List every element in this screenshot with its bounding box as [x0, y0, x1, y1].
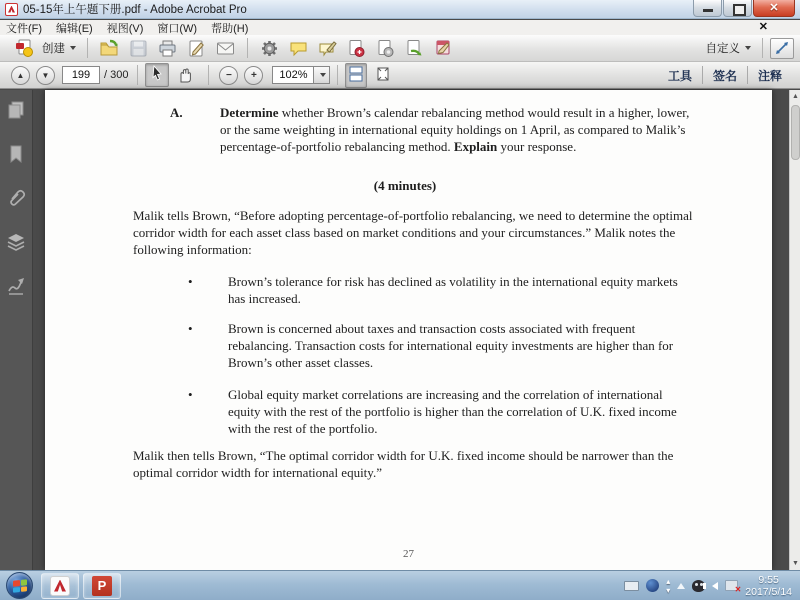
- sticky-note-icon[interactable]: [318, 39, 337, 58]
- vertical-scrollbar[interactable]: [789, 90, 800, 570]
- gear-icon[interactable]: [260, 39, 279, 58]
- taskbar: [0, 570, 800, 600]
- expand-toolbar-icon: [775, 41, 789, 55]
- fit-width-icon: [348, 66, 364, 82]
- comment-panel-button[interactable]: 注释: [757, 68, 782, 83]
- email-icon[interactable]: [216, 39, 235, 58]
- question-keyword: Explain: [453, 139, 498, 154]
- customize-button[interactable]: 自定义: [699, 38, 756, 58]
- menu-bar: [0, 20, 800, 35]
- bullet-icon: •: [188, 387, 193, 402]
- emule-icon[interactable]: [646, 579, 659, 592]
- question-text: Determine whether Brown’s calendar rebalancing method would result in a higher, lower, or the same weighting in international equity holdings on 1 April, as compared to Malik’s percentage-of-portfolio rebalancing method. Explain your response.: [220, 105, 690, 154]
- tools-panel-button[interactable]: 工具: [667, 68, 692, 83]
- taskbar-acrobat-button[interactable]: [41, 573, 79, 599]
- create-pdf-button[interactable]: [6, 37, 80, 60]
- arrow-down-icon: ▼: [41, 70, 50, 80]
- create-label: 创建: [42, 43, 65, 55]
- pdf-page: A. Determine whether Brown’s calendar rebalancing method would result in a higher, lower, or the same weighting in international equity holdings on 1 April, as compared to Malik’s percentage-of-portfolio rebalancing method. Explain your response. (4 minutes) Malik tells Brown, “Before adopting percentage-of-portfolio rebalancing, we need to determine the optimal corridor width for each asset class based on market conditions and your circumstances.” Malik notes the following information: • Brown’s tolerance for risk has declined as volatility in the international equity markets has increased. • Brown is concerned about taxes and transaction costs associated with frequent rebalancing. Transaction costs for international equity investments are higher than for Brown’s other asset classes. • Global equity market correlations are increasing and the correlation of international equity with the rest of the portfolio is higher than the correlation of U.K. fixed income with the rest of the portfolio. Malik then tells Brown, “The optimal corridor width for U.K. fixed income should be narrower than the optimal corridor width for international equity.” 27: [45, 90, 772, 570]
- print-icon[interactable]: [158, 39, 177, 58]
- zoom-in-button[interactable]: [244, 66, 263, 85]
- arrow-up-icon: ▲: [16, 70, 25, 80]
- updown-icon[interactable]: ▴ ▾: [666, 576, 671, 595]
- separator: [762, 38, 763, 58]
- document-close-icon[interactable]: ✕: [758, 21, 768, 33]
- clock-time: 9:55: [758, 573, 779, 586]
- open-folder-icon[interactable]: [100, 39, 119, 58]
- scrollbar-thumb[interactable]: [791, 105, 800, 160]
- page-number-input[interactable]: 199: [62, 66, 100, 84]
- next-page-button[interactable]: [36, 66, 55, 85]
- taskbar-powerpoint-button[interactable]: [83, 573, 121, 599]
- page-gear-badge-icon[interactable]: [376, 39, 395, 58]
- page-total-label: / 300: [104, 69, 129, 81]
- windows-logo-icon: [13, 579, 27, 592]
- hand-tool-icon[interactable]: [176, 66, 194, 84]
- document-canvas: [0, 90, 800, 570]
- page-red-badge-icon[interactable]: [347, 39, 366, 58]
- edit-page-icon[interactable]: [187, 39, 206, 58]
- separator: [137, 65, 138, 85]
- keyboard-icon[interactable]: [624, 581, 639, 591]
- show-hidden-icons[interactable]: [677, 583, 685, 589]
- bookmarks-icon[interactable]: [6, 144, 26, 164]
- restore-button[interactable]: [723, 0, 752, 17]
- sign-page-icon[interactable]: [434, 39, 453, 58]
- save-icon[interactable]: [129, 39, 148, 58]
- chevron-down-icon: [745, 46, 751, 50]
- menu-window[interactable]: 窗口(W): [157, 22, 198, 35]
- page-thumbnails-icon[interactable]: [6, 100, 26, 120]
- question-label: A.: [170, 105, 183, 120]
- create-pdf-icon: [15, 39, 34, 58]
- zoom-level-input[interactable]: 102%: [272, 66, 314, 84]
- separator: [247, 38, 248, 58]
- system-tray: [624, 571, 800, 600]
- window-title: 05-15年上午题下册.pdf - Adobe Acrobat Pro: [23, 4, 247, 16]
- sign-panel-button[interactable]: 签名: [712, 68, 737, 83]
- scroll-down-icon[interactable]: ▼: [792, 560, 799, 567]
- minus-icon: −: [226, 69, 232, 81]
- menu-file[interactable]: 文件(F): [6, 22, 43, 35]
- bullet-icon: •: [188, 321, 193, 336]
- speaker-icon[interactable]: [712, 582, 718, 590]
- expand-toolbar-button[interactable]: [770, 38, 794, 59]
- single-page-mode-button[interactable]: [373, 64, 393, 87]
- layers-icon[interactable]: [6, 232, 26, 252]
- fit-page-icon: [375, 66, 391, 82]
- title-bar: [0, 0, 800, 19]
- acrobat-app-icon: [5, 3, 18, 16]
- menu-edit[interactable]: 编辑(E): [56, 22, 93, 35]
- menu-help[interactable]: 帮助(H): [211, 22, 249, 35]
- scrolling-mode-button[interactable]: [345, 63, 367, 88]
- paragraph: Malik then tells Brown, “The optimal corridor width for U.K. fixed income should be narrower than the optimal corridor width for international equity.”: [133, 448, 674, 480]
- menu-view[interactable]: 视图(V): [106, 22, 144, 35]
- select-tool-button[interactable]: [145, 63, 169, 87]
- zoom-dropdown-button[interactable]: [314, 66, 330, 84]
- bullet-icon: •: [188, 274, 193, 289]
- navigation-pane: [0, 90, 33, 570]
- question-keyword: Determine: [220, 105, 279, 120]
- previous-page-button[interactable]: [11, 66, 30, 85]
- zoom-out-button[interactable]: [219, 66, 238, 85]
- tray-clock[interactable]: [745, 574, 792, 598]
- powerpoint-icon: P: [92, 576, 112, 596]
- network-error-icon[interactable]: [725, 580, 738, 591]
- minutes-note: (4 minutes): [373, 178, 437, 193]
- start-button[interactable]: [6, 572, 33, 599]
- separator: [337, 65, 338, 85]
- acrobat-icon: [50, 576, 70, 596]
- attachments-icon[interactable]: [6, 188, 26, 208]
- navigation-toolbar: [0, 62, 800, 89]
- scroll-up-icon[interactable]: ▲: [792, 93, 799, 100]
- select-tool-icon: [149, 65, 165, 82]
- plus-icon: +: [251, 69, 257, 81]
- separator: [208, 65, 209, 85]
- minimize-button[interactable]: [693, 0, 722, 17]
- export-page-icon[interactable]: [405, 39, 424, 58]
- chevron-down-icon: [320, 73, 326, 77]
- page-footer-number: 27: [403, 548, 414, 560]
- separator: [87, 38, 88, 58]
- comment-bubble-icon[interactable]: [289, 39, 308, 58]
- close-button[interactable]: [753, 0, 795, 17]
- main-toolbar: [0, 35, 800, 62]
- signatures-icon[interactable]: [6, 276, 26, 296]
- clock-date: 2017/5/14: [745, 585, 792, 598]
- paragraph: Malik tells Brown, “Before adopting percentage-of-portfolio rebalancing, we need to determine the optimal corridor width for each asset class based on market conditions and your circumstances.” Malik notes the following information:: [133, 208, 693, 257]
- chevron-down-icon: [70, 46, 76, 50]
